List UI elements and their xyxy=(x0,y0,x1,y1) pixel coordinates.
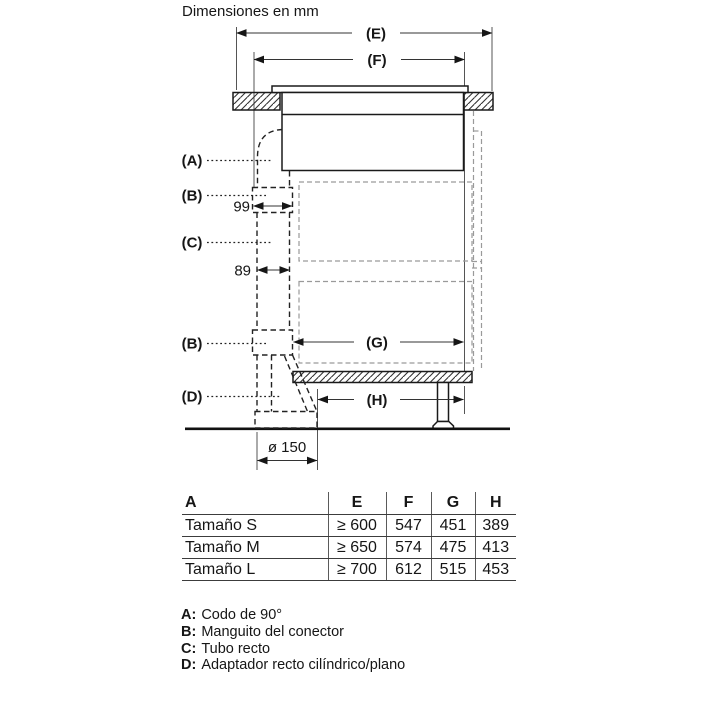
dim-label-E: (E) xyxy=(366,25,386,43)
hob-body xyxy=(282,93,464,171)
part-label-B-bottom: (B) xyxy=(181,335,203,353)
cell-H: 413 xyxy=(475,537,516,559)
cell-F: 547 xyxy=(386,515,431,537)
legend-item-B xyxy=(181,624,405,641)
legend-key: D: xyxy=(181,657,197,674)
cabinet-leg-foot xyxy=(433,422,454,429)
row-label: Tamaño M xyxy=(182,537,328,559)
row-label: Tamaño L xyxy=(182,559,328,581)
legend-text: Tubo recto xyxy=(201,640,271,657)
part-label-D: (D) xyxy=(181,388,203,406)
drawer-upper xyxy=(299,182,472,261)
legend-text: Adaptador recto cilíndrico/plano xyxy=(201,657,406,674)
part-label-A: (A) xyxy=(181,152,203,170)
dim-label-F: (F) xyxy=(367,52,387,69)
table-row-size-m xyxy=(182,537,516,559)
straight-tube-part-C xyxy=(257,213,290,331)
cell-G: 451 xyxy=(431,515,475,537)
connector-sleeve-top-part-B xyxy=(253,188,293,213)
cell-E: ≥ 650 xyxy=(328,537,386,559)
part-label-C: (C) xyxy=(181,234,203,252)
table-row-size-s xyxy=(182,515,516,537)
dim-label-H: (H) xyxy=(366,392,388,409)
cell-H: 453 xyxy=(475,559,516,581)
col-header-H: H xyxy=(475,492,516,515)
cell-F: 612 xyxy=(386,559,431,581)
countertop-right xyxy=(464,93,494,111)
countertop-left xyxy=(233,93,280,111)
cabinet-back-panel xyxy=(472,111,482,371)
dim-label-99: 99 xyxy=(233,198,250,216)
row-label: Tamaño S xyxy=(182,515,328,537)
dim-label-89: 89 xyxy=(234,262,251,280)
cabinet-leg xyxy=(438,383,449,422)
legend-text: Codo de 90° xyxy=(201,607,283,623)
cabinet-base-panel xyxy=(293,372,472,383)
dim-label-diameter: ø 150 xyxy=(267,439,307,456)
table-header-row xyxy=(182,492,516,515)
legend-item-C xyxy=(181,641,405,658)
legend-key: B: xyxy=(181,623,197,640)
part-label-B-top: (B) xyxy=(181,187,203,205)
parts-legend xyxy=(181,607,405,674)
adapter-part-D xyxy=(255,355,317,428)
legend-key: C: xyxy=(181,640,197,657)
dim-label-G: (G) xyxy=(366,334,388,352)
legend-item-D xyxy=(181,657,405,674)
size-table xyxy=(182,492,516,581)
page-title: Dimensiones en mm xyxy=(182,3,319,20)
cell-H: 389 xyxy=(475,515,516,537)
cell-E: ≥ 600 xyxy=(328,515,386,537)
col-header-G: G xyxy=(431,492,475,515)
legend-text: Manguito del conector xyxy=(201,623,344,640)
col-header-E: E xyxy=(328,492,386,515)
cell-G: 475 xyxy=(431,537,475,559)
legend-key: A: xyxy=(181,607,197,623)
cell-F: 574 xyxy=(386,537,431,559)
cell-G: 515 xyxy=(431,559,475,581)
col-header-F: F xyxy=(386,492,431,515)
cell-E: ≥ 700 xyxy=(328,559,386,581)
connector-sleeve-bottom-part-B xyxy=(253,330,293,355)
table-row-size-l xyxy=(182,559,516,581)
col-header-A: A xyxy=(182,492,328,515)
legend-item-A xyxy=(181,607,405,624)
hob-glass-top xyxy=(272,86,468,93)
